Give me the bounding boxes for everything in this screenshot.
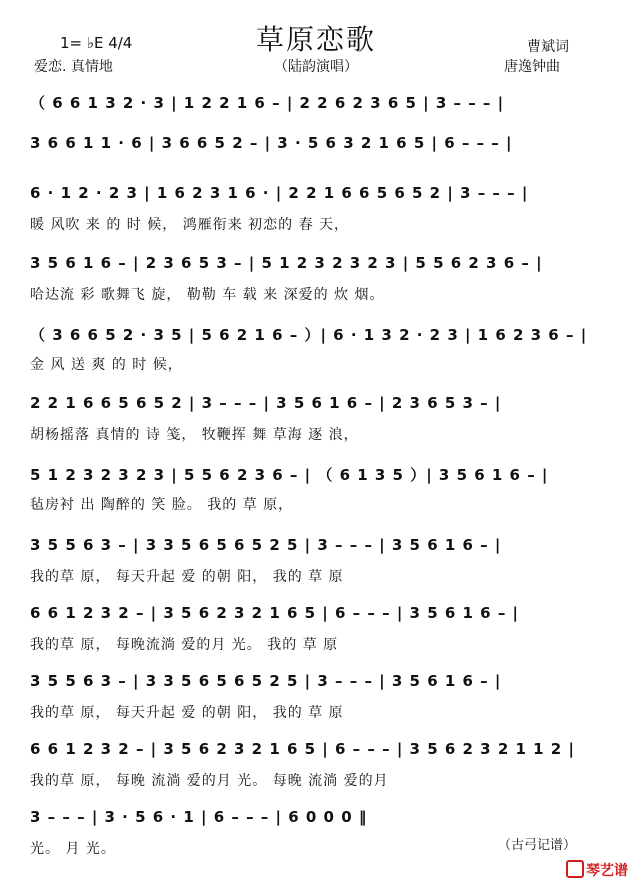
site-logo[interactable] bbox=[566, 860, 628, 880]
lyrics-line: 光。 月 光。 bbox=[30, 841, 116, 857]
lyrics-line: 胡杨摇落 真情的 诗 笺， 牧鞭挥 舞 草海 逐 浪， bbox=[30, 427, 359, 443]
notation-line: 2 2 1 6 6 5 6 5 2 | 3 – – – | 3 5 6 1 6 – | 2 3 6 5 3 – | bbox=[30, 394, 502, 412]
lyrics-line: 我的草 原， 每天升起 爱 的朝 阳， 我的 草 原 bbox=[30, 569, 344, 585]
notation-line: 6 6 1 2 3 2 – | 3 5 6 2 3 2 1 6 5 | 6 – – – | 3 5 6 1 6 – | bbox=[30, 604, 520, 622]
notation-line: 6 6 1 2 3 2 – | 3 5 6 2 3 2 1 6 5 | 6 – – – | 3 5 6 2 3 2 1 1 2 | bbox=[30, 740, 575, 758]
notation-line: 3 5 5 6 3 – | 3 3 5 6 5 6 5 2 5 | 3 – – – | 3 5 6 1 6 – | bbox=[30, 536, 502, 554]
notation-line: 3 6 6 1 1 · 6 | 3 6 6 5 2 – | 3 · 5 6 3 2 1 6 5 | 6 – – – | bbox=[30, 134, 513, 152]
lyrics-line: 我的草 原， 每天升起 爱 的朝 阳， 我的 草 原 bbox=[30, 705, 344, 721]
page-title: 草原恋歌 bbox=[255, 23, 376, 56]
notation-line: （ 6 6 1 3 2 · 3 | 1 2 2 1 6 – | 2 2 6 2 3 6 5 | 3 – – – | bbox=[30, 94, 505, 112]
lyrics-line: 哈达流 彩 歌舞飞 旋， 勒勒 车 载 来 深爱的 炊 烟。 bbox=[30, 287, 385, 303]
notation-line: 6 · 1 2 · 2 3 | 1 6 2 3 1 6 · | 2 2 1 6 6 5 6 5 2 | 3 – – – | bbox=[30, 184, 529, 202]
lyrics-line: 金 风 送 爽 的 时 候， bbox=[30, 357, 183, 373]
lyricist-credit: 曹斌词 bbox=[527, 39, 569, 55]
expression-marking: 爱恋. 真情地 bbox=[34, 59, 113, 75]
transcriber-credit: （古弓记谱） bbox=[498, 838, 577, 853]
notation-line: （ 3 6 6 5 2 · 3 5 | 5 6 2 1 6 – ）| 6 · 1 3 2 · 2 3 | 1 6 2 3 6 – | bbox=[30, 326, 588, 344]
notation-line: 3 5 6 1 6 – | 2 3 6 5 3 – | 5 1 2 3 2 3 2 3 | 5 5 6 2 3 6 – | bbox=[30, 254, 543, 272]
lyrics-line: 毡房衬 出 陶醉的 笑 脸。 我的 草 原， bbox=[30, 497, 294, 513]
notation-line: 3 5 5 6 3 – | 3 3 5 6 5 6 5 2 5 | 3 – – – | 3 5 6 1 6 – | bbox=[30, 672, 502, 690]
notation-line: 3 – – – | 3 · 5 6 · 1 | 6 – – – | 6 0 0 0 ‖ bbox=[30, 808, 368, 826]
lyrics-line: 我的草 原， 每晚 流淌 爱的月 光。 每晚 流淌 爱的月 bbox=[30, 773, 389, 789]
logo-icon bbox=[566, 860, 584, 878]
composer-credit: 唐逸钟曲 bbox=[504, 59, 560, 75]
key-signature: 1= ♭E 4/4 bbox=[60, 34, 133, 52]
lyrics-line: 我的草 原， 每晚流淌 爱的月 光。 我的 草 原 bbox=[30, 637, 339, 653]
singer-credit: （陆韵演唱） bbox=[274, 59, 358, 75]
logo-text: 琴艺谱 bbox=[586, 863, 628, 879]
notation-line: 5 1 2 3 2 3 2 3 | 5 5 6 2 3 6 – | （ 6 1 3 5 ）| 3 5 6 1 6 – | bbox=[30, 466, 549, 484]
lyrics-line: 暖 风吹 来 的 时 候， 鸿雁衔来 初恋的 春 天， bbox=[30, 217, 350, 233]
